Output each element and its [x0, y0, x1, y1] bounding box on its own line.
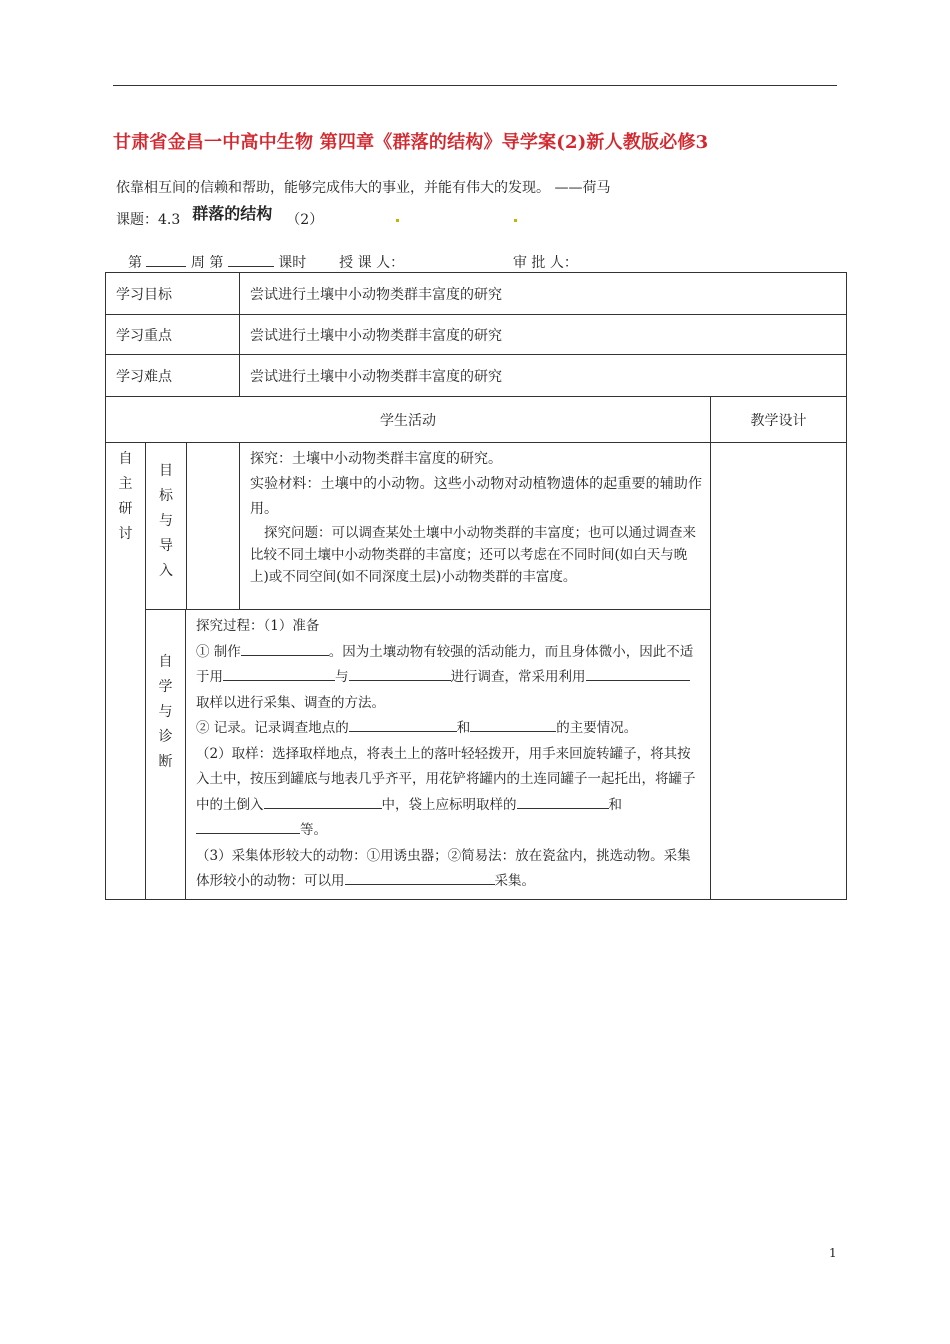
part2-content: [186, 610, 711, 900]
procedure-title: 探究过程：（1）准备: [196, 618, 320, 634]
part1-char: 导: [159, 538, 173, 554]
part2-char: 学: [158, 679, 173, 695]
teaching-design-cell[interactable]: [711, 443, 847, 900]
part2-char: 与: [158, 704, 173, 720]
part2-char: 断: [158, 754, 173, 770]
prep-text: 进行调查，常采用利用: [450, 669, 586, 685]
answer-blank[interactable]: [196, 819, 300, 834]
record-text: 和: [456, 720, 471, 736]
part1-char: 入: [159, 563, 173, 579]
inquiry-topic: 探究：土壤中小动物类群丰富度的研究。: [250, 451, 503, 467]
prep-text: 与: [335, 669, 349, 685]
week-label: 周 第: [190, 255, 224, 271]
sampling-text: 和: [608, 796, 622, 813]
lesson-part: （2）: [286, 212, 324, 228]
answer-blank[interactable]: [223, 666, 335, 681]
part1-label-cell: [146, 443, 240, 610]
procedure-record: [196, 716, 702, 742]
record-text: ② 记录。记录调查地点的: [196, 720, 349, 736]
record-text: 的主要情况。: [556, 720, 638, 736]
class-label: 课时: [278, 255, 307, 271]
week-blank[interactable]: [146, 252, 186, 267]
experiment-materials: 实验材料：土壤中的小动物。这些小动物对动植物遗体的起重要的辅助作用。: [250, 476, 703, 517]
answer-blank[interactable]: [517, 794, 609, 809]
key-point-label: 学习重点: [106, 315, 240, 355]
section-label: [106, 443, 146, 900]
goal-label: 学习目标: [106, 273, 240, 315]
student-activity-header: 学生活动: [106, 397, 711, 443]
procedure-collection: [196, 844, 702, 895]
approver-label: 审 批 人：: [512, 255, 578, 271]
teacher-label: 授 课 人：: [339, 255, 405, 271]
collection-text: （3）采集体形较大的动物：①用诱虫器；②简易法：放在瓷盆内，挑选动物。采集体形较小的动物：可以用: [196, 847, 691, 889]
page-number: 1: [829, 1246, 837, 1260]
study-plan-table: [105, 272, 847, 900]
goal-value: 尝试进行土壤中小动物类群丰富度的研究: [240, 273, 847, 315]
sampling-text: 等。: [300, 822, 327, 838]
part1-char: 目: [159, 463, 173, 479]
answer-blank[interactable]: [349, 666, 451, 681]
prep-text: 取样以进行采集、调查的方法。: [196, 694, 385, 711]
prep-text: ① 制作: [196, 643, 241, 660]
lesson-line: [116, 206, 323, 229]
difficulty-value: 尝试进行土壤中小动物类群丰富度的研究: [240, 355, 847, 397]
part1-char: 与: [159, 513, 173, 529]
answer-blank[interactable]: [241, 641, 329, 656]
part2-char: 诊: [158, 729, 173, 745]
section-char: 主: [118, 476, 133, 492]
answer-blank[interactable]: [349, 717, 457, 732]
goal-row: [106, 273, 847, 315]
key-point-row: [106, 315, 847, 355]
part2-char: 自: [158, 654, 173, 670]
sampling-text: （2）取样：选择取样地点，将表土上的落叶轻轻拨开，用手来回旋转罐子，将其按入土中，按压到罐底与地表几乎齐平，用花铲将罐内的土连同罐子一起托出，将罐子中的土倒入: [196, 745, 696, 813]
header-rule: [113, 85, 837, 86]
section-char: 讨: [118, 526, 133, 542]
answer-blank[interactable]: [345, 870, 495, 885]
part1-content: [240, 443, 711, 610]
document-title: 甘肃省金昌一中高中生物 第四章《群落的结构》导学案(2)新人教版必修3: [113, 132, 709, 153]
key-point-value: 尝试进行土壤中小动物类群丰富度的研究: [240, 315, 847, 355]
part1-char: 标: [159, 488, 173, 504]
teaching-design-header: 教学设计: [711, 397, 847, 443]
difficulty-row: [106, 355, 847, 397]
procedure-sampling: [196, 742, 702, 844]
section-char: 自: [118, 451, 133, 467]
difficulty-label: 学习难点: [106, 355, 240, 397]
week-prefix: 第: [128, 255, 142, 271]
procedure-prep: [196, 640, 702, 717]
prep-text: 。因为土壤动物有较强的活动能力，而且身体微小，因此不适于用: [196, 643, 694, 685]
answer-blank[interactable]: [586, 666, 690, 681]
scan-dot: [514, 219, 517, 222]
part1-label: [146, 443, 187, 609]
collection-text: 采集。: [494, 873, 535, 889]
lesson-prefix: 课题：4.3: [116, 212, 181, 228]
answer-blank[interactable]: [470, 717, 556, 732]
sampling-text: 中，袋上应标明取样的: [381, 796, 517, 813]
lesson-name: 群落的结构: [192, 204, 273, 223]
class-blank[interactable]: [228, 252, 274, 267]
scan-dot: [396, 219, 399, 222]
inquiry-question: 探究问题：可以调查某处土壤中小动物类群的丰富度；也可以通过调查来比较不同土壤中小动物类群的丰富度；还可以考虑在不同时间(如白天与晚上)或不同空间(如不同深度土层)小动物类群的丰富度。: [250, 525, 697, 585]
schedule-line: [128, 252, 578, 272]
column-header-row: [106, 397, 847, 443]
motto-quote: 依靠相互间的信赖和帮助，能够完成伟大的事业，并能有伟大的发现。 ——荷马: [116, 180, 611, 196]
answer-blank[interactable]: [264, 794, 382, 809]
part2-label: [146, 610, 186, 900]
section-char: 研: [118, 501, 133, 517]
part1-row: [106, 443, 847, 610]
